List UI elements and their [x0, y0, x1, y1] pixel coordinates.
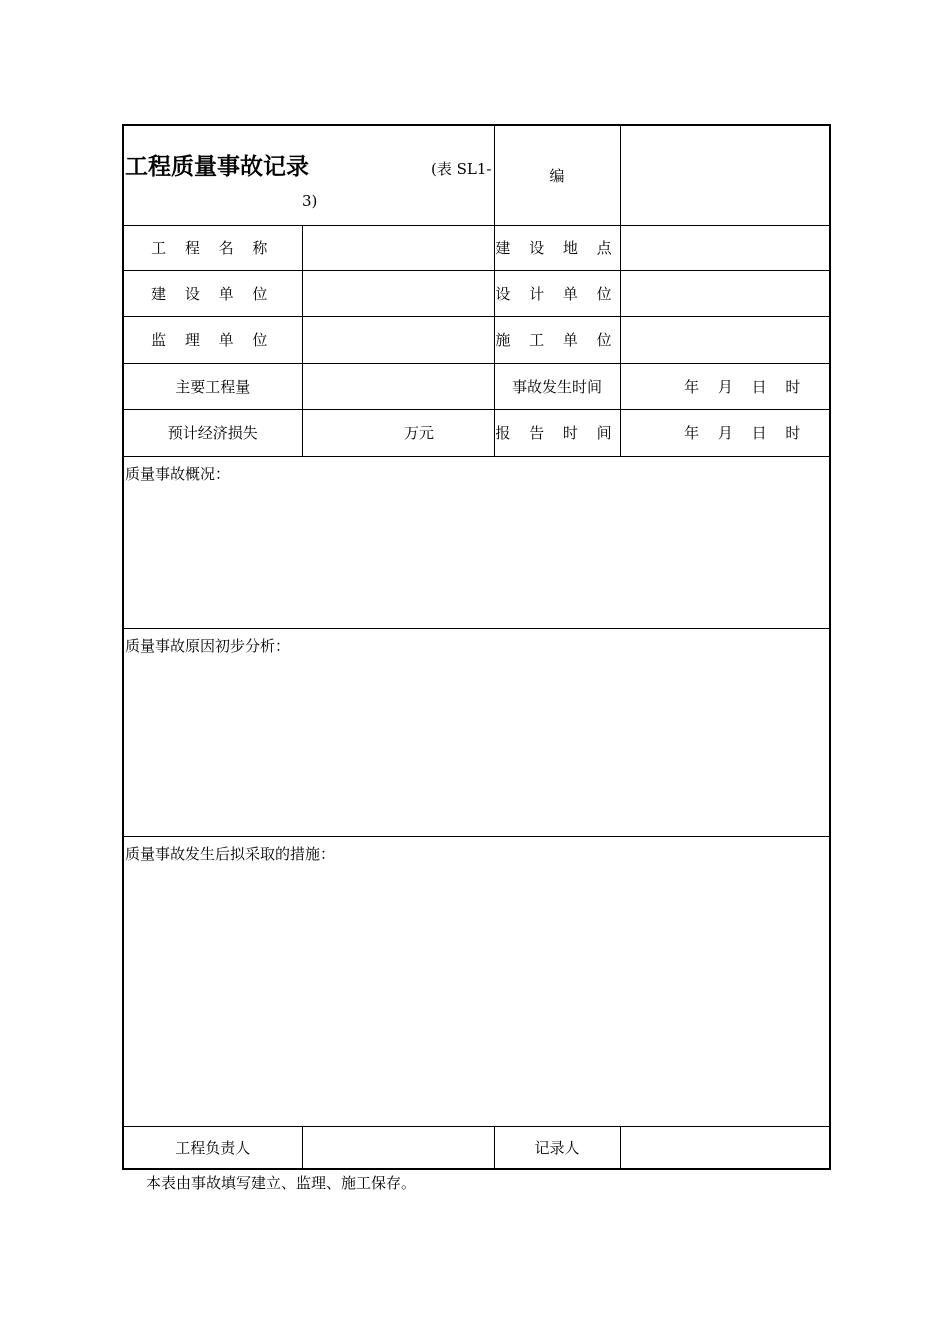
recorder-value[interactable] — [620, 1126, 830, 1169]
overview-row — [123, 456, 830, 628]
form-code-continued: 3) — [302, 192, 318, 210]
build-location-label: 建 设 地 点 — [494, 225, 620, 270]
project-lead-label: 工程负责人 — [123, 1126, 302, 1169]
construction-unit-label: 施 工 单 位 — [494, 316, 620, 363]
signature-row — [123, 1126, 830, 1169]
form-code: (表 SL1- — [431, 160, 492, 178]
construction-unit-value[interactable] — [620, 316, 830, 363]
report-time-label: 报 告 时 间 — [494, 409, 620, 456]
main-quantity-label: 主要工程量 — [123, 363, 302, 409]
serial-label: 编 — [494, 125, 620, 225]
build-unit-label: 建 设 单 位 — [123, 270, 302, 316]
build-unit-value[interactable] — [302, 270, 494, 316]
estimated-loss-unit[interactable]: 万元 — [302, 409, 494, 456]
overview-label: 质量事故概况： — [125, 464, 231, 483]
project-lead-value[interactable] — [302, 1126, 494, 1169]
measures-row — [123, 836, 830, 1126]
design-unit-value[interactable] — [620, 270, 830, 316]
design-unit-label: 设 计 单 位 — [494, 270, 620, 316]
estimated-loss-label: 预计经济损失 — [123, 409, 302, 456]
accident-record-form — [122, 124, 831, 1170]
measures-label: 质量事故发生后拟采取的措施： — [125, 844, 336, 863]
recorder-label: 记录人 — [494, 1126, 620, 1169]
unit-row — [123, 270, 830, 316]
project-name-label: 工 程 名 称 — [123, 225, 302, 270]
accident-time-value[interactable]: 年 月 日 时 — [620, 363, 830, 409]
project-row — [123, 225, 830, 270]
build-location-value[interactable] — [620, 225, 830, 270]
loss-row — [123, 409, 830, 456]
project-name-value[interactable] — [302, 225, 494, 270]
supervision-unit-label: 监 理 单 位 — [123, 316, 302, 363]
supervision-row — [123, 316, 830, 363]
footnote: 本表由事故填写建立、监理、施工保存。 — [146, 1174, 417, 1192]
cause-row — [123, 628, 830, 836]
cause-label: 质量事故原因初步分析： — [125, 636, 291, 655]
form-title: 工程质量事故记录 — [125, 154, 309, 180]
measures-section[interactable] — [123, 836, 830, 1126]
report-time-value[interactable]: 年 月 日 时 — [620, 409, 830, 456]
serial-value[interactable] — [620, 125, 830, 225]
overview-section[interactable] — [123, 456, 830, 628]
title-row — [123, 125, 830, 225]
title-cell — [123, 125, 494, 225]
main-quantity-value[interactable] — [302, 363, 494, 409]
quantity-row — [123, 363, 830, 409]
accident-time-label: 事故发生时间 — [494, 363, 620, 409]
supervision-unit-value[interactable] — [302, 316, 494, 363]
cause-section[interactable] — [123, 628, 830, 836]
